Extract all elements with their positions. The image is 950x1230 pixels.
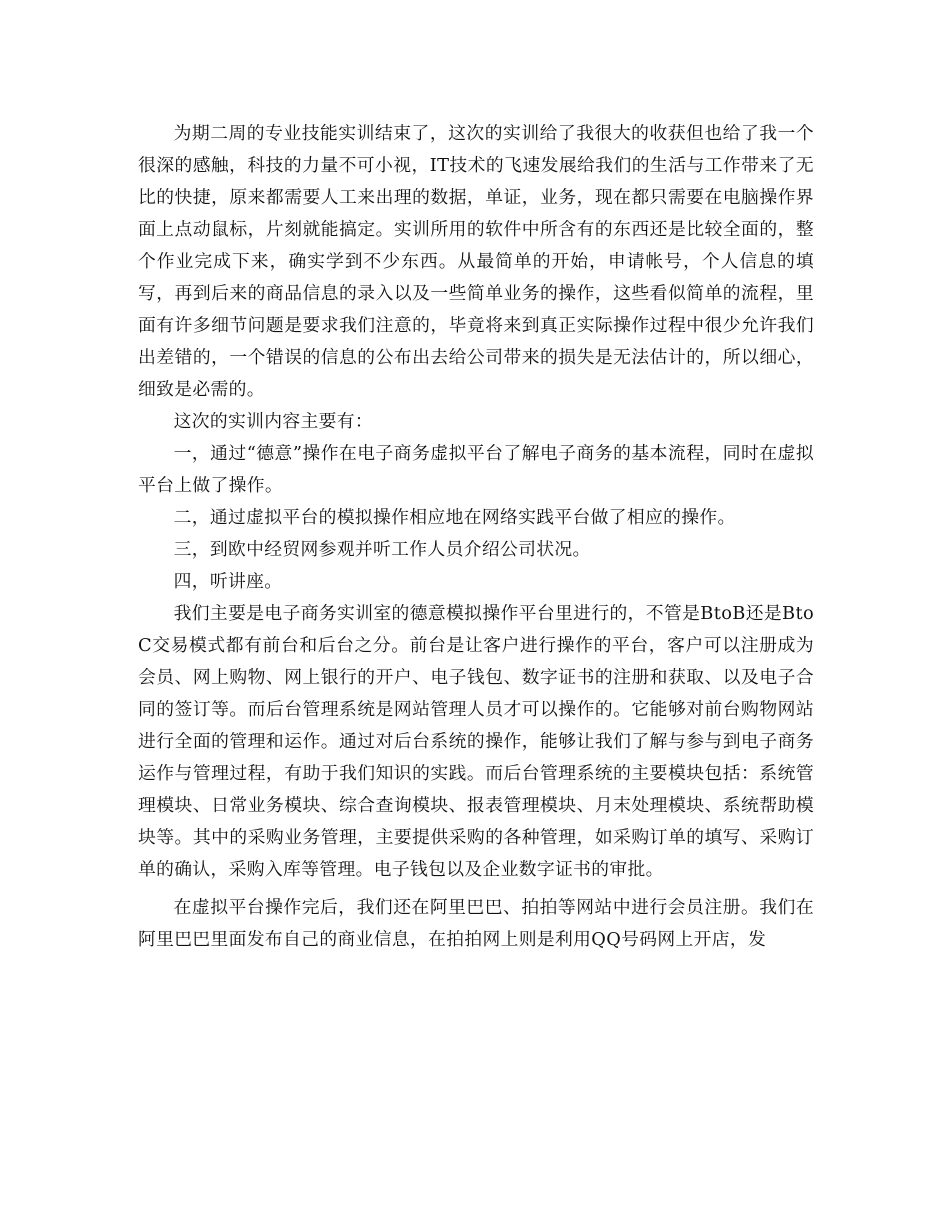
paragraph-platform-description: 我们主要是电子商务实训室的德意模拟操作平台里进行的，不管是BtoB还是BtoC交易模式都有前台和后台之分。前台是让客户进行操作的平台，客户可以注册成为会员、网上购物、网上银行的开户、电子钱包、数字证书的注册和获取、以及电子合同的签订等。而后台管理系统是网站管理人员才可以操作的。它能够对前台购物网站进行全面的管理和运作。通过对后台系统的操作，能够让我们了解与参与到电子商务运作与管理过程，有助于我们知识的实践。而后台管理系统的主要模块包括：系统管理模块、日常业务模块、综合查询模块、报表管理模块、月末处理模块、系统帮助模块等。其中的采购业务管理，主要提供采购的各种管理，如采购订单的填写、采购订单的确认，采购入库等管理。电子钱包以及企业数字证书的审批。	[138, 603, 814, 880]
paragraph-item-two: 二，通过虚拟平台的模拟操作相应地在网络实践平台做了相应的操作。	[173, 507, 736, 528]
paragraph-item-four: 四，听讲座。	[173, 571, 283, 592]
paragraph-content-intro: 这次的实训内容主要有：	[173, 411, 374, 432]
paragraph-training-summary: 为期二周的专业技能实训结束了，这次的实训给了我很大的收获但也给了我一个很深的感触，科技的力量不可小视，IT技术的飞速发展给我们的生活与工作带来了无比的快捷，原来都需要人工来出理的数据，单证，业务，现在都只需要在电脑操作界面上点动鼠标，片刻就能搞定。实训所用的软件中所含有的东西还是比较全面的，整个作业完成下来，确实学到不少东西。从最简单的开始，申请帐号，个人信息的填写，再到后来的商品信息的录入以及一些简单业务的操作，这些看似简单的流程，里面有许多细节问题是要求我们注意的，毕竟将来到真正实际操作过程中很少允许我们出差错的，一个错误的信息的公布出去给公司带来的损失是无法估计的，所以细心，细致是必需的。	[138, 123, 814, 400]
paragraph-member-registration: 在虚拟平台操作完后，我们还在阿里巴巴、拍拍等网站中进行会员注册。我们在阿里巴巴里面发布自己的商业信息，在拍拍网上则是利用QQ号码网上开店，发	[138, 897, 814, 950]
document-page	[138, 118, 814, 956]
paragraph-item-one: 一，通过“德意”操作在电子商务虚拟平台了解电子商务的基本流程，同时在虚拟平台上做了操作。	[138, 443, 814, 496]
paragraph-item-three: 三，到欧中经贸网参观并听工作人员介绍公司状况。	[173, 539, 591, 560]
